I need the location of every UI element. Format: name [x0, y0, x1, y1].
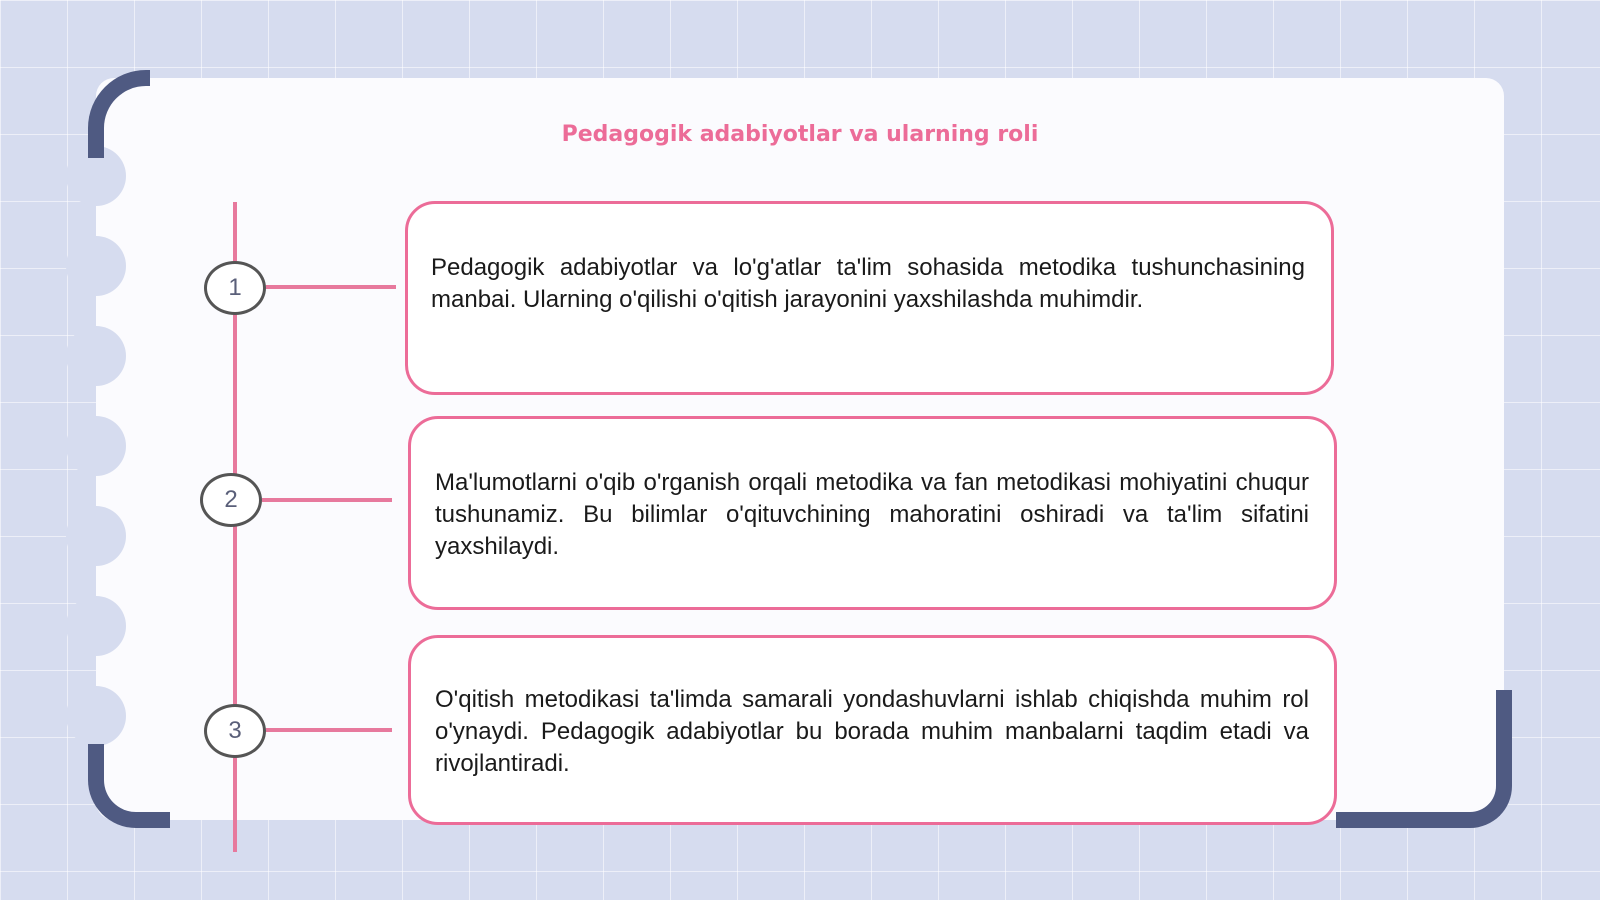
frame-corner-bottom-left: [88, 744, 170, 828]
step-marker-1: [204, 261, 266, 315]
step-number: 1: [228, 274, 242, 301]
step-number: 3: [228, 717, 242, 744]
slide-title: Pedagogik adabiyotlar va ularning roli: [561, 122, 1039, 147]
timeline-connector-3: [266, 728, 392, 732]
step-marker-2: [200, 473, 262, 527]
timeline-connector-1: [266, 285, 396, 289]
step-number: 2: [224, 486, 238, 513]
notebook-scallop: [66, 236, 126, 296]
content-text-3: O'qitish metodikasi ta'limda samarali yondashuvlarni ishlab chiqishda muhim rol o'ynaydi. Pedagogik adabiyotlar bu borada muhim manbalarni taqdim etadi va rivojlantiradi.: [435, 686, 1309, 777]
frame-corner-bottom-right: [1336, 690, 1512, 828]
notebook-scallop: [66, 686, 126, 746]
notebook-scallop: [66, 506, 126, 566]
notebook-scallop: [66, 416, 126, 476]
timeline-connector-2: [262, 498, 392, 502]
notebook-scallop: [66, 326, 126, 386]
notebook-scallop: [66, 596, 126, 656]
step-marker-3: [204, 704, 266, 758]
content-text-1: Pedagogik adabiyotlar va lo'g'atlar ta'lim sohasida metodika tushunchasining manbai. Ularning o'qilishi o'qitish jarayonini yaxshilashda muhimdir.: [431, 254, 1305, 313]
content-text-2: Ma'lumotlarni o'qib o'rganish orqali metodika va fan metodikasi mohiyatini chuqur tushunamiz. Bu bilimlar o'qituvchining mahoratini oshiradi va ta'lim sifatini yaxshilaydi.: [435, 469, 1309, 560]
